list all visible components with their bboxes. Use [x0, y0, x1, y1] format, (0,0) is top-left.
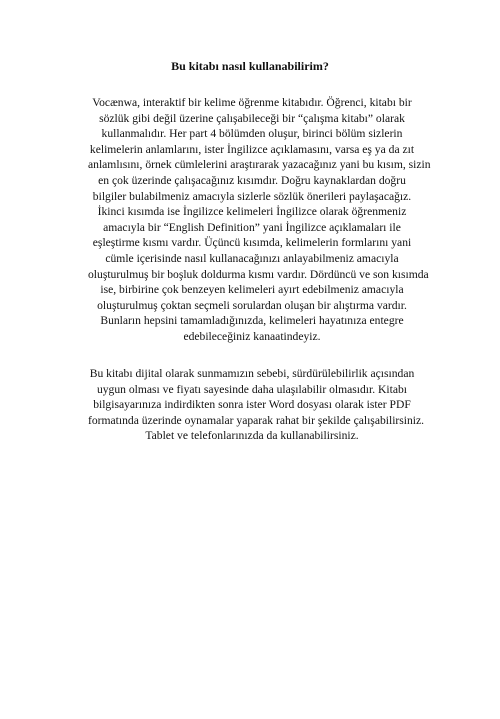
text-line: Bu kitabı dijital olarak sunmamızın sebebi, sürdürülebilirlik açısından [89, 367, 415, 380]
text-line: bilgisayarınıza indirdikten sonra ister Word dosyası olarak ister PDF [93, 398, 411, 412]
text-line: bilgiler bulabilmeniz amacıyla sizlerle sözlük önerileri paylaşacağız. [92, 189, 412, 203]
text-line: amacıyla bir “English Definition” yani İngilizce açıklamaları ile [103, 220, 401, 234]
text-line: en çok üzerinde çalışacağınız kısımdır. Doğru kaynaklardan doğru [98, 173, 406, 187]
text-line: kelimelerin anlamlarını, ister İngilizce açıklamasını, varsa eş ya da zıt [89, 142, 415, 156]
text-line: Bunların hepsini tamamladığınızda, kelimeleri hayatınıza entegre [100, 314, 404, 328]
text-line: eşleştirme kısmı vardır. Üçüncü kısımda, kelimelerin formlarını yani [92, 236, 412, 250]
page-title: Bu kitabı nasıl kullanabilirim? [171, 59, 329, 73]
paragraph-usage [88, 95, 431, 345]
text-line: Tablet ve telefonlarınızda da kullanabilirsiniz. [145, 429, 359, 443]
text-line: Vocænwa, interaktif bir kelime öğrenme kitabıdır. Öğrenci, kitabı bir [92, 96, 412, 109]
text-line: cümle içerisinde nasıl kullanacağınızı anlayabilmeniz amacıyla [105, 251, 399, 265]
text-line: oluşturulmuş bir boşluk doldurma kısmı vardır. Dördüncü ve son kısımda [88, 267, 429, 281]
text-line: anlamlısını, örnek cümlelerini araştırarak yazacağınız yani bu kısım, sizin [88, 158, 431, 172]
text-line: sözlük gibi değil üzerine çalışabileceği bir “çalışma kitabı” olarak [99, 111, 405, 125]
text-line: oluşturulmuş çoktan seçmeli sorulardan oluşan bir alıştırma vardır. [97, 298, 407, 312]
text-line: uygun olması ve fiyatı sayesinde daha ulaşılabilir olmasıdır. Kitabı [96, 382, 408, 396]
text-line: edebileceğiniz kanaatindeyiz. [183, 329, 321, 343]
text-line: İkinci kısımda ise İngilizce kelimeleri İngilizce olarak öğrenmeniz [97, 205, 407, 219]
text-line: formatında üzerinde oynamalar yaparak rahat bir şekilde çalışabilirsiniz. [88, 413, 425, 427]
text-line: kullanmalıdır. Her part 4 bölümden oluşur, birinci bölüm sizlerin [101, 127, 403, 141]
paragraph-digital [88, 366, 425, 444]
text-line: ise, birbirine çok benzeyen kelimeleri ayırt edebilmeniz amacıyla [100, 283, 404, 297]
